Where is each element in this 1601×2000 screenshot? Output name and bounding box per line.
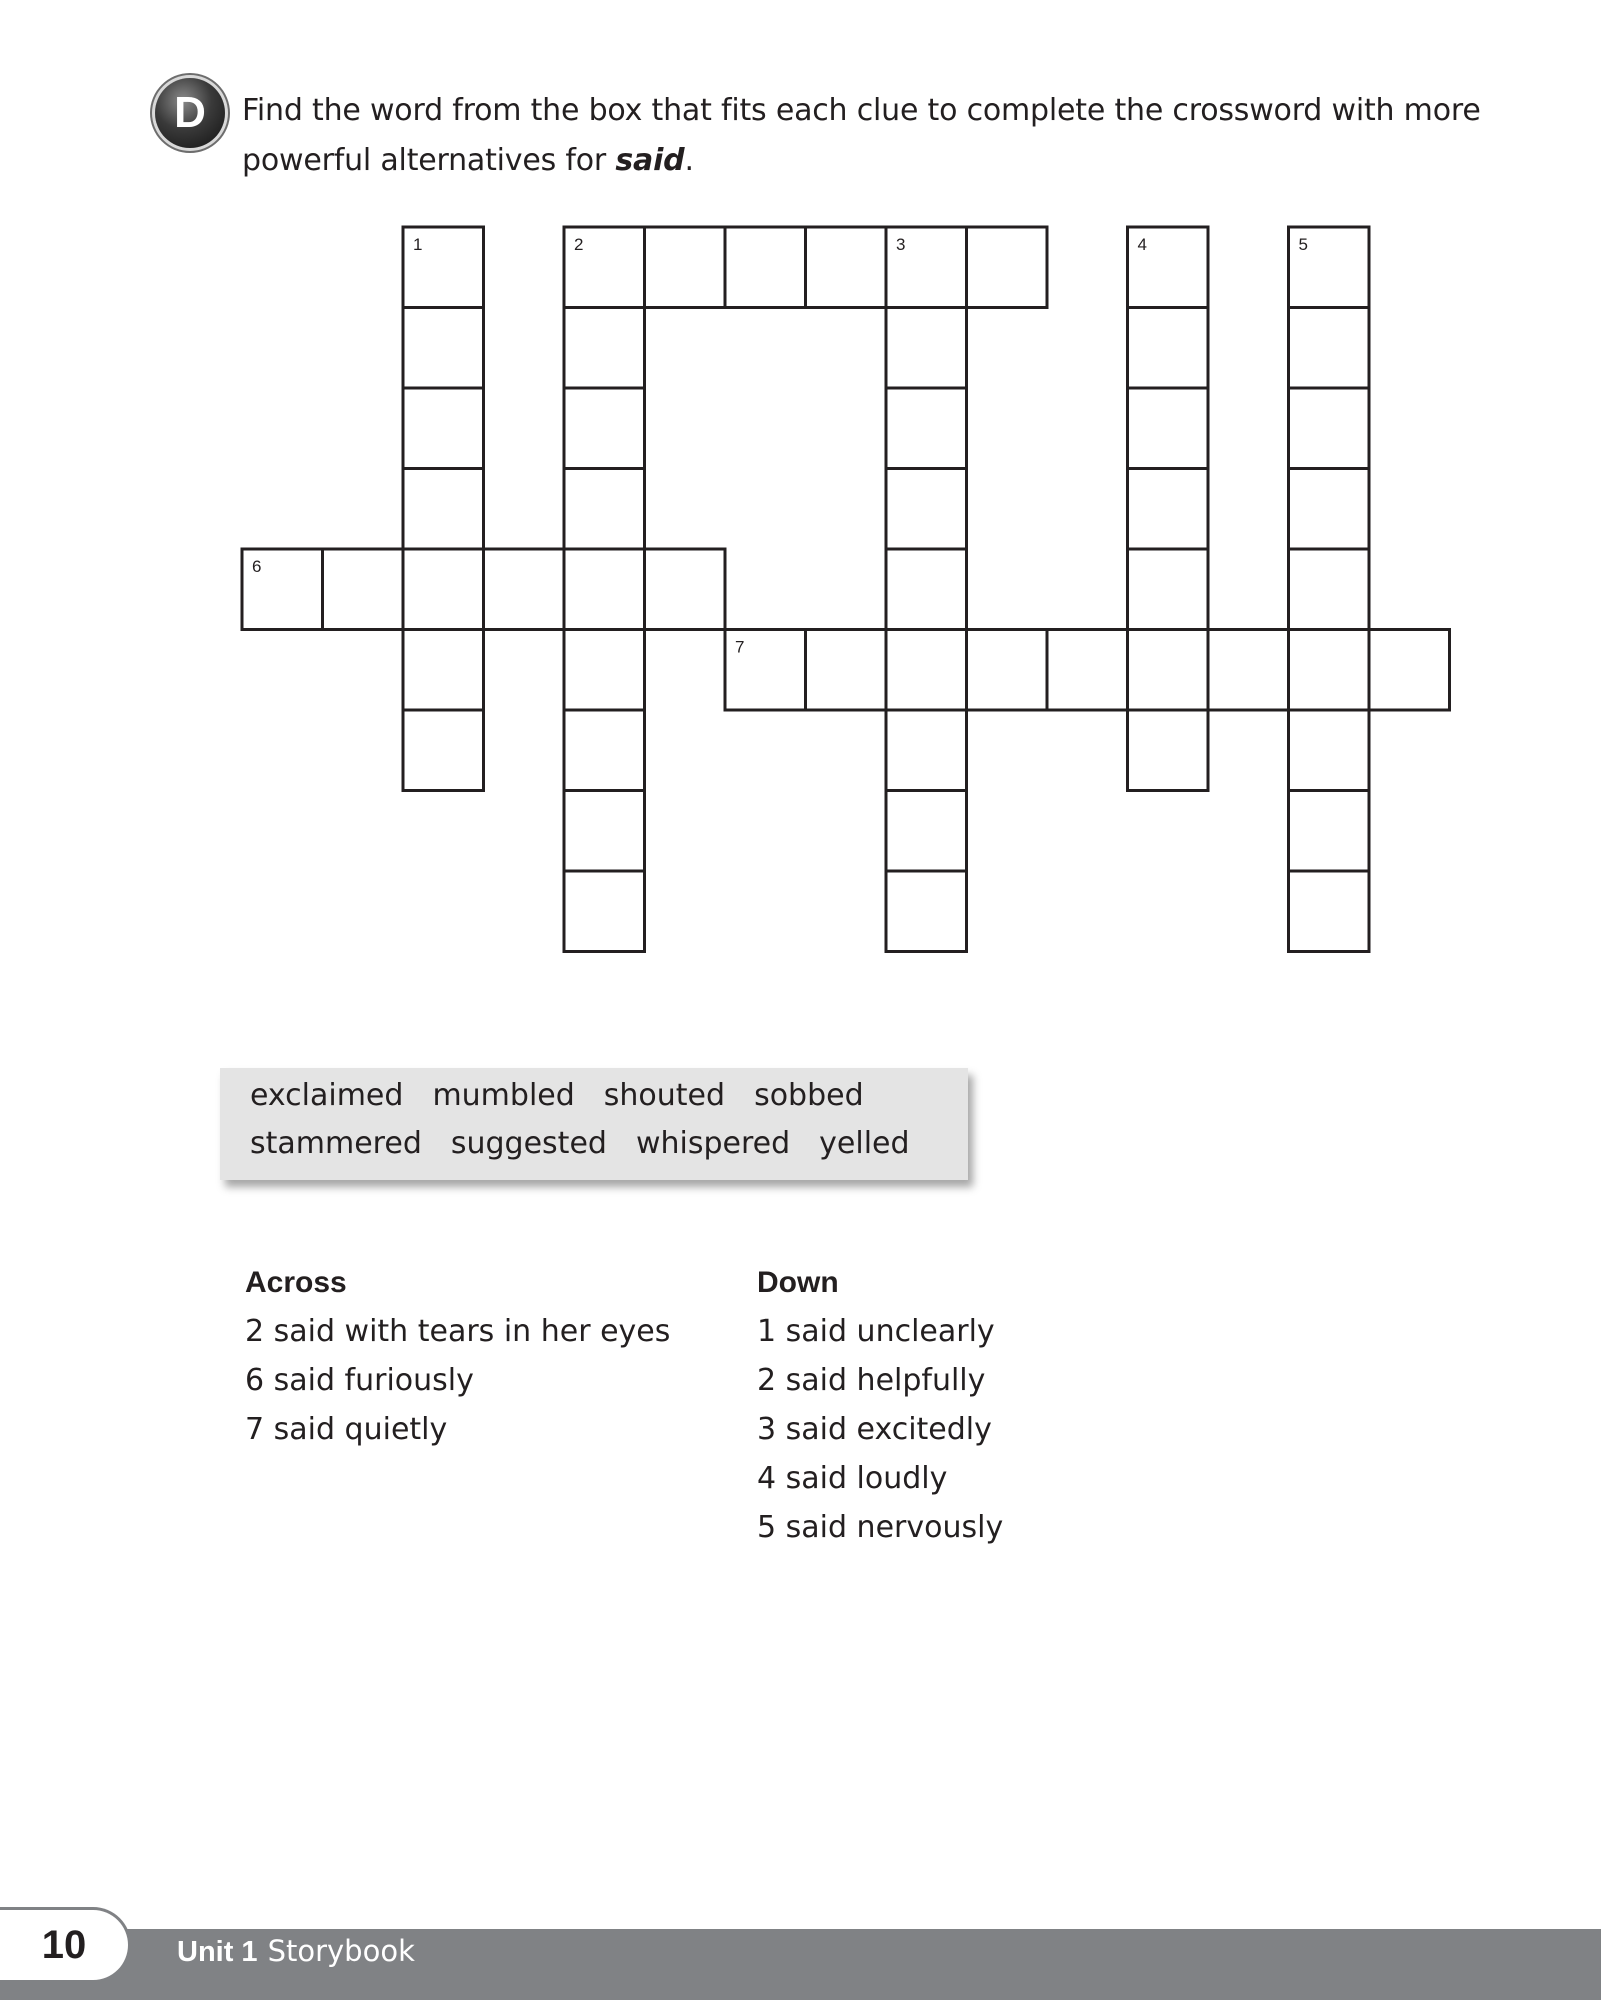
word-option: mumbled bbox=[432, 1078, 575, 1113]
crossword-cell[interactable] bbox=[1128, 549, 1209, 630]
instruction-main: Find the word from the box that fits each clue to complete the crossword with more powerful alternatives for bbox=[242, 93, 1481, 178]
crossword-cell[interactable] bbox=[1289, 871, 1370, 952]
crossword-cell[interactable] bbox=[1128, 469, 1209, 550]
crossword-cell[interactable] bbox=[1289, 388, 1370, 469]
crossword-cell[interactable] bbox=[403, 710, 484, 791]
down-clues bbox=[757, 1258, 1003, 1552]
clue-item: 5 said nervously bbox=[757, 1510, 1004, 1545]
crossword-cell[interactable] bbox=[564, 388, 645, 469]
clue-item: 1 said unclearly bbox=[757, 1314, 995, 1349]
crossword-cell[interactable] bbox=[1047, 630, 1128, 711]
crossword-cell[interactable] bbox=[886, 469, 967, 550]
word-option: exclaimed bbox=[250, 1078, 404, 1113]
clue-item: 4 said loudly bbox=[757, 1461, 948, 1496]
crossword-cell[interactable] bbox=[323, 549, 404, 630]
crossword-cell[interactable] bbox=[886, 710, 967, 791]
crossword-cell[interactable] bbox=[1128, 308, 1209, 389]
crossword-cell[interactable] bbox=[403, 549, 484, 630]
word-option: shouted bbox=[603, 1078, 726, 1113]
crossword-cell[interactable] bbox=[645, 549, 726, 630]
crossword-cell[interactable] bbox=[967, 630, 1048, 711]
crossword-cell[interactable] bbox=[1289, 308, 1370, 389]
across-heading: Across bbox=[245, 1266, 347, 1299]
crossword-cell[interactable] bbox=[484, 549, 565, 630]
clue-number: 5 bbox=[1298, 235, 1308, 254]
crossword-cell[interactable] bbox=[403, 469, 484, 550]
crossword-cell[interactable] bbox=[403, 388, 484, 469]
crossword-cell[interactable] bbox=[1369, 630, 1450, 711]
crossword-cell[interactable] bbox=[403, 308, 484, 389]
page-number: 10 bbox=[0, 1907, 131, 1983]
clue-item: 3 said excitedly bbox=[757, 1412, 992, 1447]
word-option: sobbed bbox=[754, 1078, 864, 1113]
crossword-cell[interactable] bbox=[1128, 710, 1209, 791]
word-option: suggested bbox=[450, 1126, 607, 1161]
footer-book-title: Storybook bbox=[267, 1934, 415, 1968]
crossword-cell[interactable] bbox=[1289, 549, 1370, 630]
crossword-cell[interactable] bbox=[1128, 388, 1209, 469]
word-option: whispered bbox=[635, 1126, 791, 1161]
crossword-cell[interactable] bbox=[564, 871, 645, 952]
crossword-cell[interactable] bbox=[806, 227, 887, 308]
word-box-row-1 bbox=[250, 1078, 893, 1113]
crossword-cell[interactable] bbox=[886, 308, 967, 389]
crossword-cell[interactable] bbox=[1128, 630, 1209, 711]
crossword-cell[interactable] bbox=[806, 630, 887, 711]
crossword-cell[interactable] bbox=[564, 710, 645, 791]
clue-number: 1 bbox=[413, 235, 423, 254]
clue-item: 7 said quietly bbox=[245, 1412, 448, 1447]
crossword-cell[interactable] bbox=[564, 791, 645, 872]
clue-number: 2 bbox=[574, 235, 584, 254]
crossword-cell[interactable] bbox=[564, 630, 645, 711]
footer-title bbox=[177, 1933, 415, 1970]
crossword-cell[interactable] bbox=[403, 630, 484, 711]
crossword-cell[interactable] bbox=[886, 549, 967, 630]
footer-unit: Unit 1 bbox=[177, 1936, 258, 1968]
instruction-keyword: said bbox=[615, 143, 685, 178]
crossword-cell[interactable] bbox=[1289, 791, 1370, 872]
crossword-cell[interactable] bbox=[1289, 630, 1370, 711]
clue-item: 2 said with tears in her eyes bbox=[245, 1314, 671, 1349]
clue-number: 4 bbox=[1137, 235, 1147, 254]
crossword-cell[interactable] bbox=[1208, 630, 1289, 711]
down-heading: Down bbox=[757, 1266, 839, 1299]
crossword-cell[interactable] bbox=[886, 630, 967, 711]
crossword-cell[interactable] bbox=[1289, 469, 1370, 550]
crossword-cell[interactable] bbox=[967, 227, 1048, 308]
clue-item: 6 said furiously bbox=[245, 1363, 474, 1398]
word-box-row-2 bbox=[250, 1126, 939, 1161]
crossword-cell[interactable] bbox=[564, 549, 645, 630]
clue-number: 3 bbox=[896, 235, 906, 254]
crossword-cell[interactable] bbox=[725, 227, 806, 308]
crossword-cell[interactable] bbox=[564, 308, 645, 389]
crossword-cell[interactable] bbox=[1289, 710, 1370, 791]
clue-item: 2 said helpfully bbox=[757, 1363, 986, 1398]
crossword-cell[interactable] bbox=[886, 791, 967, 872]
word-option: yelled bbox=[819, 1126, 910, 1161]
instruction-end: . bbox=[684, 143, 694, 178]
across-clues bbox=[245, 1258, 670, 1454]
crossword-cell[interactable] bbox=[564, 469, 645, 550]
word-option: stammered bbox=[250, 1126, 422, 1161]
clue-number: 6 bbox=[252, 557, 262, 576]
crossword-cell[interactable] bbox=[886, 388, 967, 469]
clue-number: 7 bbox=[735, 637, 745, 657]
word-box bbox=[220, 1068, 968, 1180]
crossword-cell[interactable] bbox=[645, 227, 726, 308]
section-badge: D bbox=[155, 78, 225, 148]
crossword-cell[interactable] bbox=[886, 871, 967, 952]
